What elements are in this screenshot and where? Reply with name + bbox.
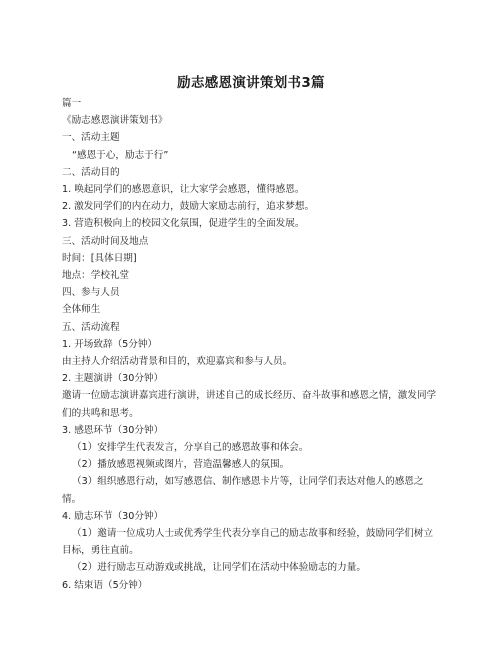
process-subitem: （1）安排学生代表发言，分享自己的感恩故事和体会。 [72,442,309,454]
heading-participants: 四、参与人员 [62,287,120,299]
process-step: 6. 结束语（5分钟） [62,579,148,591]
process-text: 由主持人介绍活动背景和目的，欢迎嘉宾和参与人员。 [62,356,293,368]
section-label: 篇一 [62,98,82,109]
process-step: 1. 开场致辞（5分钟） [62,338,158,350]
purpose-item: 2. 激发同学们的内在动力，鼓励大家励志前行，追求梦想。 [62,201,315,213]
heading-time-place: 三、活动时间及地点 [62,235,149,247]
participants-text: 全体师生 [62,304,101,316]
heading-purpose: 二、活动目的 [62,166,120,178]
process-step: 2. 主题演讲（30分钟） [62,373,164,385]
document-title: 励志感恩演讲策划书3篇 [177,75,325,91]
document-body [62,95,442,594]
purpose-item: 1. 唤起同学们的感恩意识，让大家学会感恩，懂得感恩。 [62,184,305,196]
process-text: 邀请一位励志演讲嘉宾进行演讲，讲述自己的成长经历、奋斗故事和感恩之情，激发同学们的共鸣和思考。 [62,390,437,419]
time-text: 时间：[具体日期] [62,252,137,264]
purpose-item: 3. 营造积极向上的校园文化氛围，促进学生的全面发展。 [62,218,305,230]
subtitle: 《励志感恩演讲策划书》 [62,115,168,127]
place-text: 地点：学校礼堂 [62,270,130,282]
process-step: 4. 励志环节（30分钟） [62,510,164,522]
process-subitem: （1）邀请一位成功人士或优秀学生代表分享自己的励志故事和经验，鼓励同学们树立目标，勇往直前。 [62,528,434,557]
process-step: 3. 感恩环节（30分钟） [62,424,164,436]
process-subitem: （2）播放感恩视频或图片，营造温馨感人的氛围。 [72,459,290,471]
process-subitem: （3）组织感恩行动，如写感恩信、制作感恩卡片等，让同学们表达对他人的感恩之情。 [62,476,424,505]
heading-process: 五、活动流程 [62,321,120,333]
theme-text: “感恩于心，励志于行” [72,149,169,161]
process-subitem: （2）进行励志互动游戏或挑战，让同学们在活动中体验励志的力量。 [72,562,366,574]
heading-theme: 一、活动主题 [62,132,120,144]
